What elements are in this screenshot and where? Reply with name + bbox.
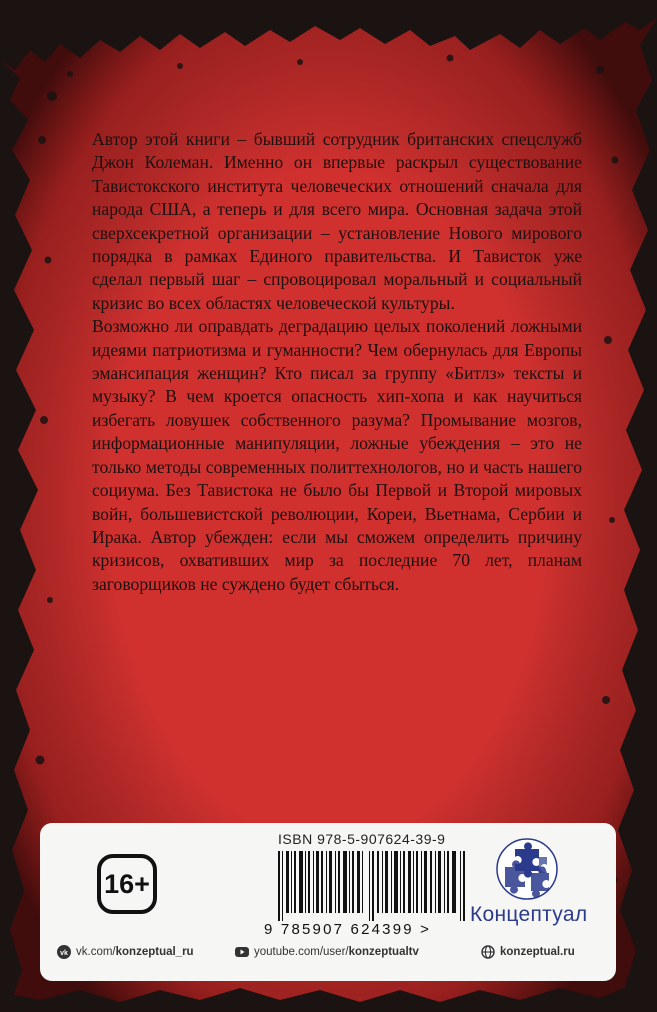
vk-link[interactable]	[57, 943, 194, 961]
isbn-label: ISBN 978-5-907624-39-9	[278, 831, 446, 847]
vk-prefix: vk.com/	[76, 946, 116, 958]
barcode-digits: 9 785907 624399 >	[264, 921, 432, 938]
youtube-prefix: youtube.com/user/	[254, 946, 349, 958]
blurb-paragraph-1: Автор этой книги – бывший сотрудник британских спецслужб Джон Колеман. Именно он впервые раскрыл существование Тавистокского института человеческих отношений сначала для народа США, а теперь и для всего мира. Основная задача этой сверхсекретной организации – установление Нового мирового порядка в рамках Единого правительства. И Тависток уже сделал первый шаг – спровоцировал моральный и социальный кризис во всех областях человеческой культуры.	[92, 129, 582, 313]
age-rating-badge: 16+	[97, 854, 157, 914]
globe-icon	[481, 945, 495, 959]
info-panel	[40, 823, 616, 981]
barcode	[278, 851, 468, 921]
vk-handle: konzeptual_ru	[115, 946, 194, 958]
youtube-handle: konzeptualtv	[348, 946, 419, 958]
youtube-link[interactable]	[235, 943, 419, 961]
blurb-paragraph-2: Возможно ли оправдать деградацию целых поколений ложными идеями патриотизма и гуманности? Чем обернулась для Европы эмансипация женщин? Кто писал за группу «Битлз» тексты и музыку? В чем кроется опасность хип-хопа и как научиться избегать ловушек собственного разума? Промывание мозгов, информационные манипуляции, ложные убеждения – это не только методы современных политтехнологов, но и часть нашего социума. Без Тавистока не было бы Первой и Второй мировых войн, большевистской революции, Кореи, Вьетнама, Сербии и Ирака. Автор убежден: если мы сможем определить причину кризисов, охвативших мир за последние 70 лет, планам заговорщиков не суждено будет сбыться.	[92, 316, 582, 594]
puzzle-logo-icon	[495, 837, 559, 901]
vk-icon	[57, 945, 71, 959]
back-cover-blurb	[92, 128, 582, 596]
youtube-icon	[235, 945, 249, 959]
website-url: konzeptual.ru	[500, 946, 575, 958]
svg-text:vk: vk	[60, 950, 68, 957]
website-link[interactable]	[481, 943, 575, 961]
publisher-name: Концептуал	[470, 903, 588, 926]
